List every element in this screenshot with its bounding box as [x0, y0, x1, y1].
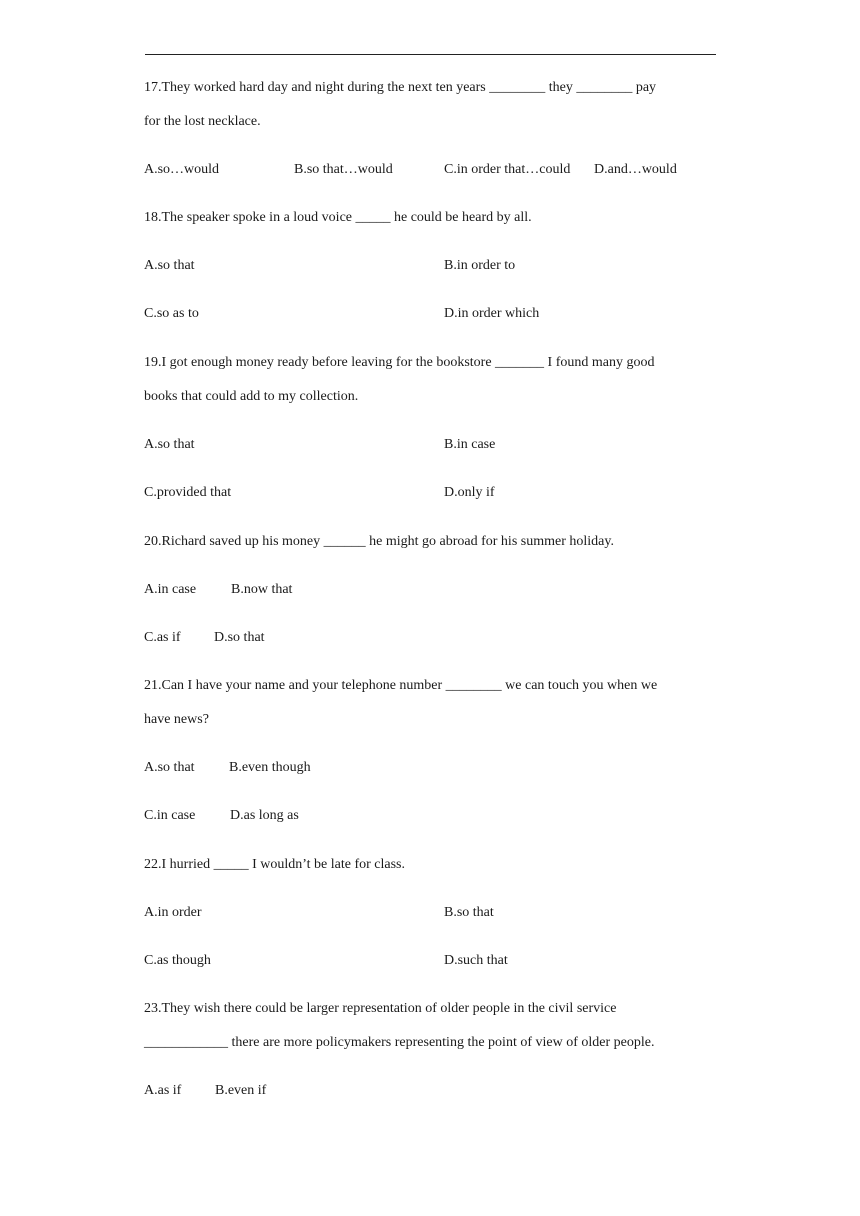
question-22-line-1: 22.I hurried _____ I wouldn’t be late for class.	[144, 857, 406, 872]
question-19-line-1: 19.I got enough money ready before leaving for the bookstore _______ I found many good	[144, 355, 655, 370]
question-20-option-c: C.as if	[144, 630, 181, 645]
question-17-option-b: B.so that…would	[294, 162, 393, 177]
question-19-option-d: D.only if	[444, 485, 495, 500]
question-18-option-a: A.so that	[144, 258, 195, 273]
question-22-option-c: C.as though	[144, 953, 211, 968]
question-21-option-d: D.as long as	[230, 808, 299, 823]
question-21-line-1: 21.Can I have your name and your telephone number ________ we can touch you when we	[144, 678, 658, 693]
question-17-option-d: D.and…would	[594, 162, 677, 177]
question-22-option-b: B.so that	[444, 905, 494, 920]
question-18-option-d: D.in order which	[444, 306, 540, 321]
question-17-line-1: 17.They worked hard day and night during the next ten years ________ they ________ pay	[144, 80, 657, 95]
question-22-option-a: A.in order	[144, 905, 202, 920]
question-20-line-1: 20.Richard saved up his money ______ he might go abroad for his summer holiday.	[144, 534, 614, 549]
question-17-option-c: C.in order that…could	[444, 162, 571, 177]
question-18-option-b: B.in order to	[444, 258, 516, 273]
question-21-option-c: C.in case	[144, 808, 196, 823]
question-20-option-b: B.now that	[231, 582, 293, 597]
question-20-option-d: D.so that	[214, 630, 265, 645]
question-20-option-a: A.in case	[144, 582, 197, 597]
question-18-option-c: C.so as to	[144, 306, 199, 321]
question-19-line-2: books that could add to my collection.	[144, 389, 359, 404]
question-23-line-2: ____________ there are more policymakers representing the point of view of older people.	[144, 1035, 655, 1050]
question-19-option-a: A.so that	[144, 437, 195, 452]
header-rule	[145, 54, 716, 55]
question-18-line-1: 18.The speaker spoke in a loud voice _____ he could be heard by all.	[144, 210, 532, 225]
question-17-line-2: for the lost necklace.	[144, 114, 261, 129]
question-21-option-b: B.even though	[229, 760, 311, 775]
question-22-option-d: D.such that	[444, 953, 508, 968]
question-23-line-1: 23.They wish there could be larger representation of older people in the civil service	[144, 1001, 617, 1016]
question-23-option-a: A.as if	[144, 1083, 182, 1098]
question-19-option-c: C.provided that	[144, 485, 232, 500]
question-21-option-a: A.so that	[144, 760, 195, 775]
question-21-line-2: have news?	[144, 712, 209, 727]
question-17-option-a: A.so…would	[144, 162, 220, 177]
question-19-option-b: B.in case	[444, 437, 496, 452]
question-23-option-b: B.even if	[215, 1083, 267, 1098]
